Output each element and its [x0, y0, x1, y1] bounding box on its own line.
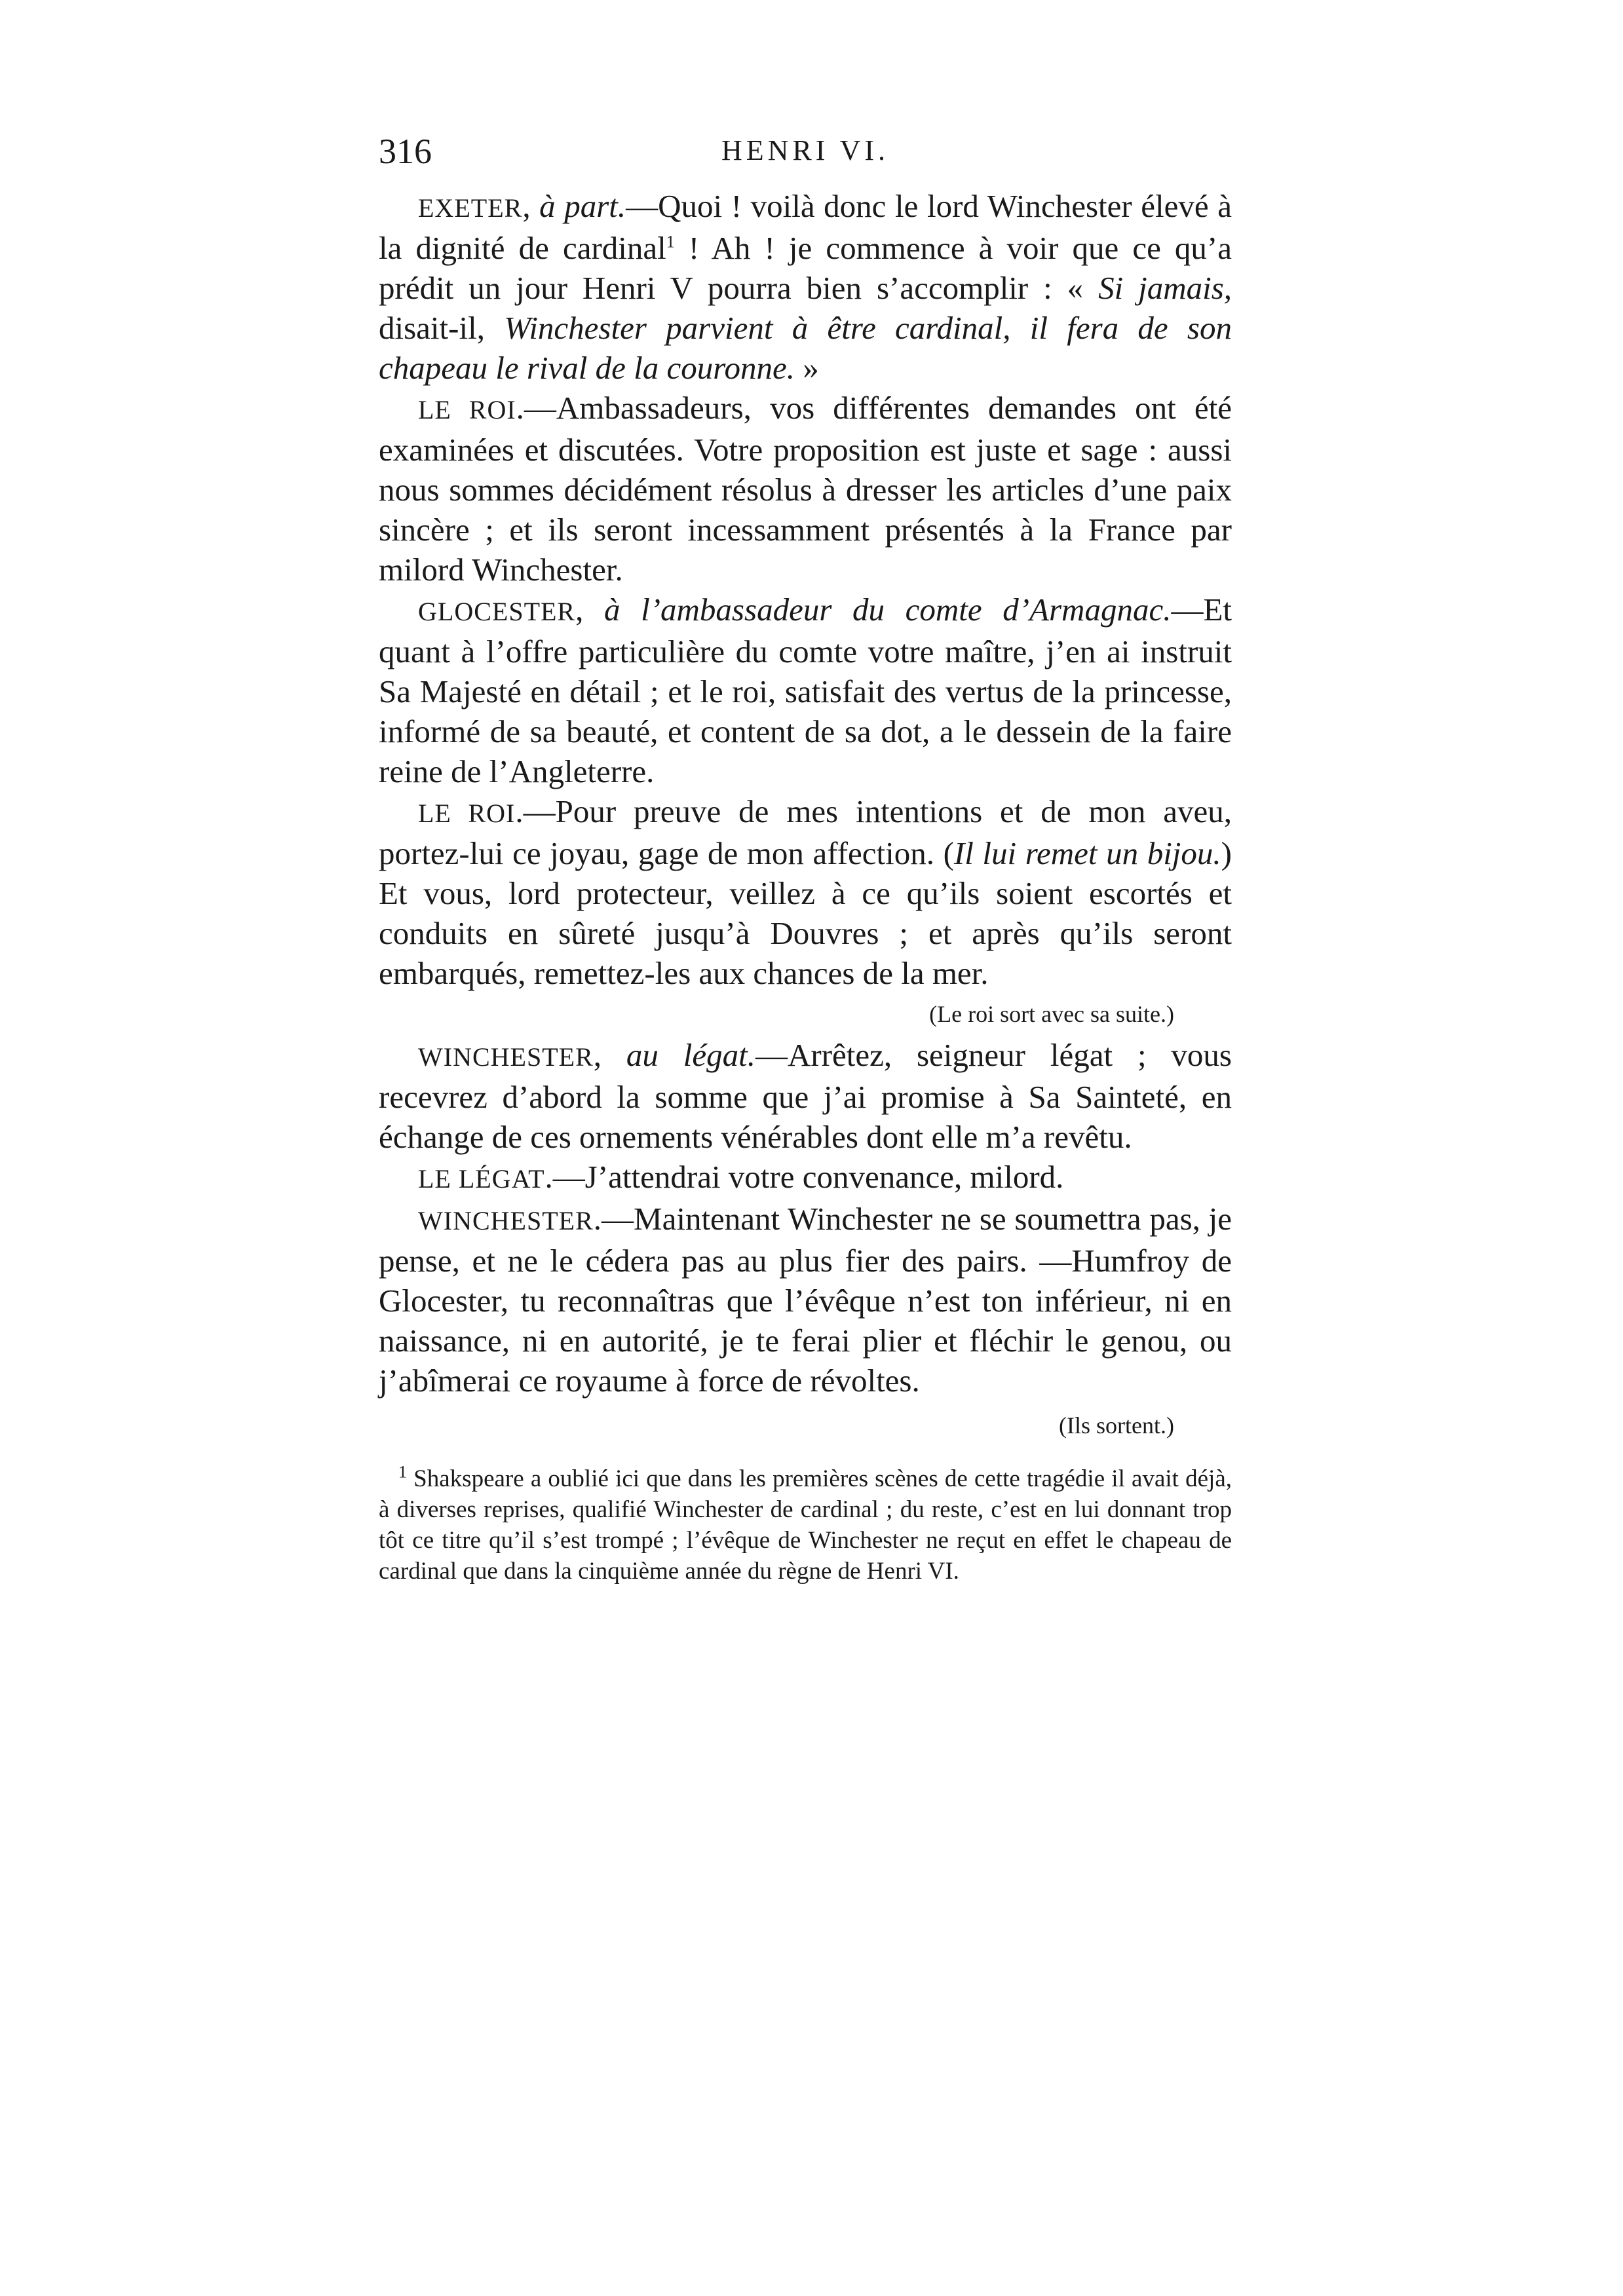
stage-direction: à part.: [539, 188, 626, 224]
footnote-marker[interactable]: 1: [666, 232, 675, 252]
stage-direction: au légat.: [626, 1037, 755, 1073]
speaker-name: EXETER: [418, 193, 523, 223]
footnote-text: Shakspeare a oublié ici que dans les premières scènes de cette tragédie il avait déjà, à diverses reprises, qualifié Winchester de cardinal ; du reste, c’est en lui donnant trop tôt ce titre qu’il s’est trompé ; l’évêque de Winchester ne reçut en effet le chapeau de cardinal que dans la cinquième année du règne de Henri VI.: [379, 1465, 1232, 1585]
stage-direction-exit: (Le roi sort avec sa suite.): [929, 1001, 1174, 1027]
speech-winchester: WINCHESTER, au légat.—Arrêtez, seigneur légat ; vous recevrez d’abord la somme que j’ai promise à Sa Sainteté, en échange de ces ornements vénérables dont elle m’a revêtu.: [379, 1037, 1232, 1155]
speaker-name: WINCHESTER: [418, 1206, 594, 1235]
speaker-name: LE ROI: [418, 395, 516, 424]
speech-text: .—Ambassadeurs, vos différentes demandes ont été examinées et discutées. Votre proposition est juste et sage : aussi nous sommes décidément résolus à dresser les articles d’une paix sincère ; et ils seront incessamment présentés à la France par milord Winchester.: [379, 390, 1232, 588]
speaker-name: LE LÉGAT: [418, 1164, 545, 1194]
speech-le-roi: [379, 388, 1232, 590]
speech-text: —Quoi ! voilà donc le lord Winchester élevé à la dignité de cardinal: [379, 188, 1232, 266]
speech-text: .—J’attendrai votre convenance, milord.: [544, 1159, 1064, 1195]
speech-le-legat: [379, 1157, 1232, 1199]
speech-text: ! Ah ! je commence à voir que ce qu’a prédit un jour Henri V pourra bien s’accomplir : «: [379, 230, 1232, 306]
speech-winchester: [379, 1199, 1232, 1401]
speech-le-roi: [379, 791, 1232, 993]
speech-text: .—Pour preuve de mes intentions et de mon aveu, portez-lui ce joyau, gage de mon affection. (: [379, 793, 1232, 871]
speech-text: —Arrêtez, seigneur légat ; vous recevrez d’abord la somme que j’ai promise à Sa Sainteté, en échange de ces ornements vénérables dont elle m’a revêtu.: [379, 1037, 1232, 1155]
speaker-name: LE ROI: [418, 799, 516, 828]
quote-close: »: [795, 350, 819, 386]
speech-text: ) Et vous, lord protecteur, veillez à ce qu’ils soient escortés et conduits en sûreté jusqu’à Douvres ; et après qu’ils seront embarqués, remettez-les aux chances de la mer.: [379, 835, 1232, 991]
speaker-name: GLOCESTER: [418, 597, 576, 626]
speech-text: —Et quant à l’offre particulière du comte votre maître, j’en ai instruit Sa Majesté en détail ; et le roi, satisfait des vertus de la princesse, informé de sa beauté, et content de sa dot, a le dessein de la faire reine de l’Angleterre.: [379, 592, 1232, 789]
body-text: [379, 186, 1232, 1444]
quote-italic: Si jamais,: [1098, 270, 1232, 306]
speech-text: .—Maintenant Winchester ne se soumettra pas, je pense, et ne le cédera pas au plus fier des pairs. —Humfroy de Glocester, tu reconnaîtras que l’évêque n’est ton inférieur, ni en naissance, ni en autorité, je te ferai plier et fléchir le genou, ou j’abîmerai ce royaume à force de révoltes.: [379, 1201, 1232, 1399]
running-title: HENRI VI.: [721, 134, 890, 166]
book-page: [379, 131, 1232, 1587]
speaker-name: WINCHESTER: [418, 1042, 594, 1072]
page-number: 316: [379, 132, 432, 171]
footnote-number: 1: [398, 1462, 407, 1482]
speech-exeter: EXETER, à part.—Quoi ! voilà donc le lord Winchester élevé à la dignité de cardinal$^1$ ! Ah ! je commence à voir que ce qu’a prédit un jour Henri V pourra bien s’accomplir : « Si jamais, disait-il, Winchester parvient à être cardinal, il fera de son chapeau le rival de la couronne. »: [379, 188, 1232, 386]
speech-glocester: GLOCESTER, à l’ambassadeur du comte d’Armagnac.—Et quant à l’offre particulière du comte votre maître, j’en ai instruit Sa Majesté en détail ; et le roi, satisfait des vertus de la princesse, informé de sa beauté, et content de sa dot, a le dessein de la faire reine de l’Angleterre.: [379, 592, 1232, 789]
page-header: [379, 131, 1232, 183]
inline-stage-direction: Il lui remet un bijou.: [953, 835, 1221, 871]
footnote: [379, 1463, 1232, 1587]
stage-direction: à l’ambassadeur du comte d’Armagnac.: [604, 592, 1172, 628]
quote-italic: Winchester parvient à être cardinal, il fera de son chapeau le rival de la couronne.: [379, 310, 1232, 386]
quote-text: disait-il,: [379, 310, 505, 346]
stage-direction-exit: (Ils sortent.): [1059, 1412, 1174, 1439]
